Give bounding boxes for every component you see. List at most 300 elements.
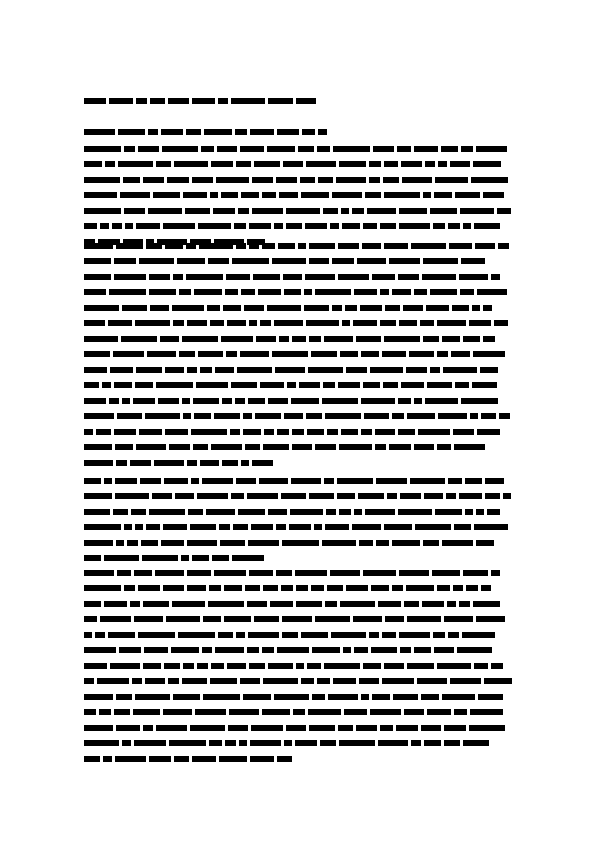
text-word [136,223,160,229]
text-word [167,177,189,183]
text-word [463,223,471,229]
text-word [125,223,133,229]
text-word [407,663,434,669]
text-word [243,413,252,419]
text-word [437,444,451,450]
text-word [144,647,168,653]
text-word [146,243,162,249]
text-word [193,398,219,404]
text-word [453,429,474,435]
text-word [305,274,335,280]
text-word [173,320,184,326]
text-word [290,509,323,515]
text-word [322,398,358,404]
text-word [214,413,240,419]
text-word [155,570,184,576]
text-word [361,694,369,700]
text-word [411,243,446,249]
text-word [210,192,218,198]
text-word [380,725,393,731]
text-word [422,601,444,607]
text-word [84,601,101,607]
text-line [84,381,512,390]
text-word [200,367,212,373]
text-word [231,382,257,388]
text-word [475,243,495,249]
text-line [84,443,512,452]
text-word [260,382,284,388]
text-word [222,460,238,466]
text-word [277,756,292,762]
text-word [122,740,131,746]
text-word [227,663,246,669]
text-word [172,601,205,607]
text-word [356,336,381,342]
text-line [84,599,512,608]
text-word [452,305,469,311]
text-word [312,647,340,653]
text-word [225,740,236,746]
text-word [491,274,500,280]
text-word [446,493,456,499]
text-word [476,509,484,515]
text-word [384,243,408,249]
text-word [291,478,321,484]
text-word [497,208,511,214]
text-word [84,320,105,326]
text-word [235,129,247,135]
text-word [221,192,238,198]
text-word [498,243,509,249]
text-word [318,177,333,183]
text-word [190,524,216,530]
text-word [327,429,338,435]
text-word [363,663,381,669]
text-line [84,584,512,593]
text-line [84,412,512,421]
text-word [292,444,312,450]
text-word [414,289,427,295]
text-word [84,429,93,435]
text-word [286,725,306,731]
text-word [300,177,315,183]
text-word [158,398,179,404]
text-word [279,336,289,342]
text-word [441,146,458,152]
text-word [199,243,233,249]
text-word [346,367,367,373]
text-word [183,413,191,419]
text-word [409,351,434,357]
text-word [450,161,470,167]
text-word [435,177,468,183]
text-word [133,709,160,715]
text-word [383,382,398,388]
text-word [196,382,228,388]
text-word [108,632,135,638]
text-word [250,756,274,762]
text-word [367,208,396,214]
text-word [277,429,289,435]
text-line [84,661,512,670]
text-line [84,692,512,701]
text-word [84,709,96,715]
text-word [84,570,114,576]
text-word [84,243,113,249]
text-word [173,274,183,280]
text-word [483,192,504,198]
text-word [338,274,369,280]
text-word [311,351,337,357]
text-word [438,413,467,419]
text-word [84,129,115,135]
text-word [301,192,329,198]
text-word [207,305,220,311]
text-word [84,305,119,311]
text-word [227,320,246,326]
text-word [380,289,389,295]
text-word [472,305,480,311]
text-word [177,258,205,264]
text-word [152,493,172,499]
text-word [473,161,501,167]
text-word [209,740,222,746]
text-word [384,161,398,167]
text-word [332,258,354,264]
text-word [333,146,370,152]
text-word [194,289,222,295]
text-word [116,725,140,731]
text-word [270,601,293,607]
text-word [140,478,161,484]
text-word [296,98,316,104]
text-word [399,320,417,326]
text-word [398,429,415,435]
text-word [325,524,349,530]
text-word [97,678,129,684]
text-word [218,98,228,104]
text-word [473,351,505,357]
text-word [442,694,475,700]
text-word [403,305,423,311]
text-word [476,540,494,546]
text-word [169,740,206,746]
text-word [478,694,503,700]
text-word [304,289,312,295]
text-word [168,678,179,684]
text-word [430,289,457,295]
text-word [84,161,102,167]
text-word [264,429,274,435]
text-word [219,756,247,762]
text-word [432,570,460,576]
text-word [267,146,295,152]
text-word [84,647,116,653]
text-word [171,647,199,653]
text-word [382,632,396,638]
text-word [224,616,251,622]
text-word [438,161,447,167]
text-word [124,524,132,530]
text-word [231,98,265,104]
text-word [110,663,140,669]
text-word [114,709,130,715]
text-line [84,191,512,200]
text-line [84,303,512,312]
text-word [392,540,420,546]
text-line [84,144,512,153]
text-word [372,694,390,700]
text-word [243,429,261,435]
text-word [283,161,303,167]
text-word [232,258,269,264]
text-line [84,272,512,281]
text-word [192,177,213,183]
text-word [143,601,169,607]
text-line [84,350,512,359]
text-word [346,585,368,591]
text-word [263,678,298,684]
text-word [134,616,163,622]
text-word [325,601,337,607]
text-word [108,320,132,326]
text-word [370,367,403,373]
text-word [474,663,488,669]
text-word [163,223,195,229]
text-line [84,288,512,297]
text-word [214,570,246,576]
text-word [84,413,114,419]
text-word [84,585,121,591]
text-word [238,208,249,214]
text-word [197,663,208,669]
text-word [195,709,226,715]
text-word [149,289,176,295]
text-word [109,289,146,295]
text-word [185,208,210,214]
text-word [248,398,265,404]
text-word [84,740,119,746]
text-word [307,429,324,435]
text-word [222,398,232,404]
text-line [84,427,512,436]
text-word [124,585,135,591]
text-word [392,413,404,419]
text-word [401,382,424,388]
text-word [503,493,511,499]
text-word [469,320,491,326]
text-word [311,585,324,591]
text-word [138,146,159,152]
text-word [494,320,508,326]
text-word [187,540,217,546]
text-word [217,146,237,152]
text-line [84,554,512,563]
text-word [211,444,242,450]
paragraph-3 [84,476,512,569]
text-word [109,98,133,104]
text-word [341,429,358,435]
text-word [380,320,396,326]
text-word [186,129,201,135]
text-word [253,274,280,280]
text-word [293,709,305,715]
text-word [237,367,272,373]
text-word [123,177,140,183]
text-word [212,555,229,561]
text-word [360,305,382,311]
text-word [481,585,491,591]
text-word [203,616,221,622]
text-word [372,274,395,280]
text-word [218,632,233,638]
text-word [84,351,110,357]
text-word [281,585,293,591]
text-word [312,694,325,700]
text-word [84,274,111,280]
text-word [398,398,411,404]
text-word [173,694,200,700]
text-word [437,351,448,357]
text-word [427,709,451,715]
text-word [138,585,160,591]
text-word [455,192,480,198]
text-word [84,678,94,684]
text-word [353,320,377,326]
text-word [382,351,406,357]
text-word [459,601,470,607]
text-word [302,129,315,135]
text-word [136,444,166,450]
text-word [239,740,247,746]
text-word [274,694,309,700]
text-word [304,305,329,311]
text-word [296,585,308,591]
text-word [247,647,259,653]
text-word [163,709,192,715]
text-word [84,444,112,450]
text-word [370,709,401,715]
text-word [407,616,441,622]
text-word [444,725,466,731]
text-word [186,274,223,280]
text-word [84,555,101,561]
text-word [344,709,367,715]
text-word [426,305,449,311]
text-word [389,258,420,264]
text-word [477,289,507,295]
text-word [484,678,512,684]
text-word [247,493,278,499]
text-word [84,540,113,546]
text-word [259,478,288,484]
text-word [272,351,308,357]
text-word [143,663,161,669]
text-word [231,493,244,499]
text-word [192,555,209,561]
text-word [201,146,214,152]
text-word [245,585,260,591]
text-word [354,509,362,515]
text-word [340,601,375,607]
text-word [210,320,224,326]
text-word [392,289,411,295]
text-word [268,663,293,669]
text-word [383,177,399,183]
text-word [443,367,477,373]
text-word [204,129,232,135]
text-word [187,570,211,576]
text-word [483,336,495,342]
text-word [148,208,182,214]
text-word [105,161,115,167]
text-word [226,274,250,280]
text-word [95,632,105,638]
text-word [338,725,353,731]
text-word [461,398,498,404]
text-word [463,570,488,576]
text-word [477,429,500,435]
text-word [282,540,319,546]
text-word [262,647,274,653]
text-word [437,663,471,669]
text-word [104,555,139,561]
text-word [309,243,335,249]
text-word [268,398,288,404]
text-word [240,678,260,684]
text-word [459,493,482,499]
text-word [299,382,320,388]
text-word [193,444,208,450]
text-word [491,663,503,669]
text-word [255,413,281,419]
text-word [375,444,386,450]
text-word [465,478,482,484]
text-word [298,146,314,152]
text-word [165,367,184,373]
text-word [448,632,459,638]
text-word [384,336,420,342]
text-word [84,478,101,484]
text-word [433,223,445,229]
text-word [414,146,438,152]
text-word [124,146,135,152]
text-word [421,694,439,700]
text-word [385,305,400,311]
text-word [203,694,240,700]
text-word [363,223,377,229]
text-word [116,460,127,466]
text-word [281,493,306,499]
text-word [380,223,396,229]
text-word [112,223,122,229]
text-word [263,444,289,450]
text-line [84,615,512,624]
text-word [295,570,327,576]
text-word [423,540,439,546]
text-word [260,320,271,326]
text-word [376,540,389,546]
text-line [84,568,512,577]
text-word [215,647,244,653]
text-word [427,382,452,388]
text-word [149,274,170,280]
text-word [361,398,395,404]
text-word [145,678,165,684]
text-word [182,398,190,404]
text-word [450,678,481,684]
text-word [363,382,380,388]
